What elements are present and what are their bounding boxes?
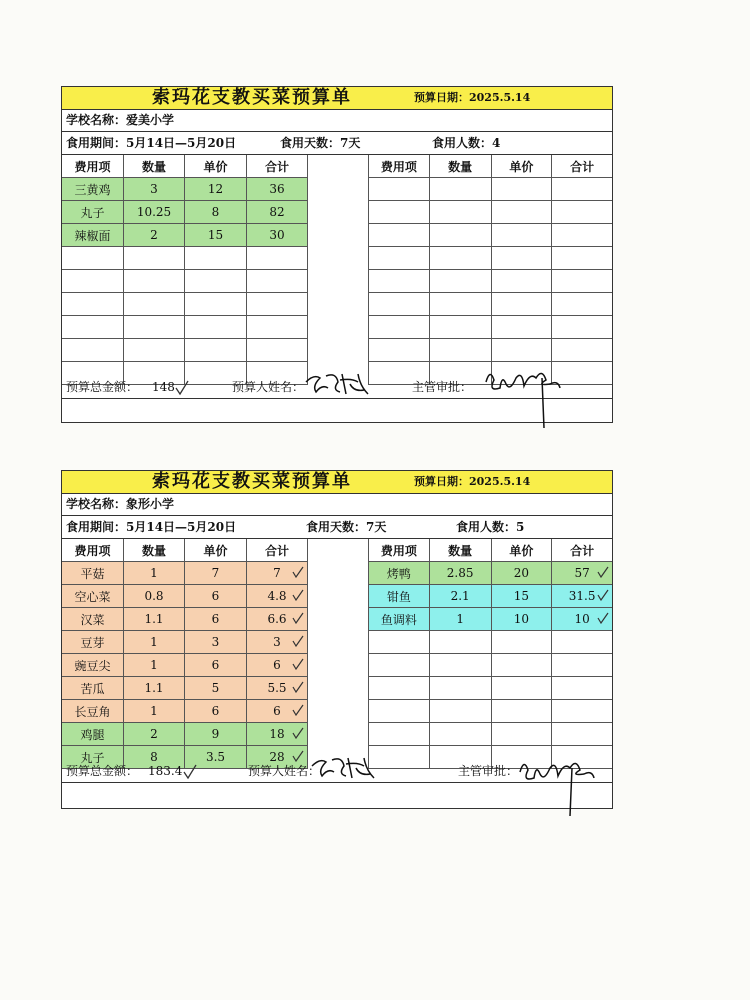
- cell-qty: 1: [429, 608, 491, 631]
- cell-total: [247, 247, 308, 270]
- cell-item: [369, 631, 430, 654]
- cell-total: 30: [247, 224, 308, 247]
- cell-item: 豆芽: [62, 631, 124, 654]
- check-mark-icon: [292, 681, 304, 693]
- meal-days: 食用天数：7天: [306, 520, 387, 534]
- meal-days: 食用天数：7天: [280, 136, 361, 150]
- cell-qty: 2.85: [429, 562, 491, 585]
- cell-qty: [429, 700, 491, 723]
- cell-total: [552, 224, 612, 247]
- empty-row: [369, 201, 613, 224]
- cell-price: 6: [185, 654, 247, 677]
- check-mark-icon: [182, 764, 198, 780]
- cell-price: [491, 631, 552, 654]
- cell-item: 苦瓜: [62, 677, 124, 700]
- cell-total: [552, 201, 612, 224]
- cell-total: [247, 293, 308, 316]
- check-mark-icon: [292, 727, 304, 739]
- cell-price: [185, 247, 247, 270]
- cell-total: 3: [247, 631, 308, 654]
- col-header-qty: 数量: [429, 539, 491, 562]
- cell-qty: 8: [124, 746, 185, 769]
- table-row: [369, 562, 613, 585]
- empty-row: [369, 631, 613, 654]
- school-name: 学校名称：象形小学: [66, 497, 175, 511]
- budget-date: 预算日期：2025.5.14: [414, 475, 531, 488]
- cell-item: [62, 270, 124, 293]
- cell-total: 6.6: [247, 608, 308, 631]
- budgeter-signature: [308, 752, 378, 784]
- cell-qty: [124, 293, 185, 316]
- cell-total: 4.8: [247, 585, 308, 608]
- empty-row: [369, 270, 613, 293]
- table-row: [62, 677, 308, 700]
- empty-row: [62, 316, 308, 339]
- cell-item: [369, 723, 430, 746]
- cell-price: [491, 270, 552, 293]
- table-header-row: [369, 539, 613, 562]
- col-header-item: 费用项: [62, 155, 124, 178]
- cell-item: 丸子: [62, 746, 124, 769]
- cell-item: 辣椒面: [62, 224, 124, 247]
- cell-price: 12: [185, 178, 247, 201]
- budget-form-2: [61, 470, 613, 809]
- empty-row: [62, 270, 308, 293]
- empty-row: [369, 316, 613, 339]
- cell-total: 5.5: [247, 677, 308, 700]
- cell-item: 长豆角: [62, 700, 124, 723]
- col-header-item: 费用项: [369, 539, 430, 562]
- cell-total: 6: [247, 654, 308, 677]
- table-row: [62, 631, 308, 654]
- cell-price: [185, 316, 247, 339]
- table-header-row: [62, 539, 308, 562]
- empty-row: [62, 247, 308, 270]
- cell-price: [185, 270, 247, 293]
- cell-total: 57: [552, 562, 612, 585]
- meal-people: 食用人数：5: [456, 520, 525, 534]
- cell-item: [62, 247, 124, 270]
- right-expense-table: [368, 539, 612, 769]
- check-mark-icon: [597, 566, 609, 578]
- table-row: [62, 585, 308, 608]
- cell-qty: [124, 270, 185, 293]
- cell-price: [491, 723, 552, 746]
- cell-price: [491, 700, 552, 723]
- check-mark-icon: [174, 380, 190, 396]
- cell-item: 钳鱼: [369, 585, 430, 608]
- cell-price: 15: [185, 224, 247, 247]
- cell-item: [369, 270, 430, 293]
- empty-row: [62, 339, 308, 362]
- cell-total: 10: [552, 608, 612, 631]
- check-mark-icon: [292, 612, 304, 624]
- cell-price: [491, 677, 552, 700]
- period-row: [62, 132, 612, 155]
- cell-qty: [429, 224, 491, 247]
- cell-item: [369, 178, 430, 201]
- col-header-qty: 数量: [124, 155, 185, 178]
- cell-qty: [429, 316, 491, 339]
- cell-qty: 1: [124, 654, 185, 677]
- col-header-total: 合计: [552, 155, 612, 178]
- cell-total: [552, 654, 612, 677]
- form-title: 索玛花支教买菜预算单: [152, 471, 352, 492]
- cell-total: 6: [247, 700, 308, 723]
- cell-item: 豌豆尖: [62, 654, 124, 677]
- cell-item: 汉菜: [62, 608, 124, 631]
- cell-item: 鱼调料: [369, 608, 430, 631]
- check-mark-icon: [597, 612, 609, 624]
- cell-price: 7: [185, 562, 247, 585]
- cell-total: [552, 723, 612, 746]
- cell-total: [552, 700, 612, 723]
- cell-price: 10: [491, 608, 552, 631]
- table-row: [369, 585, 613, 608]
- table-row: [62, 700, 308, 723]
- table-row: [369, 608, 613, 631]
- empty-row: [369, 677, 613, 700]
- check-mark-icon: [292, 704, 304, 716]
- meal-people: 食用人数：4: [432, 136, 501, 150]
- table-row: [62, 608, 308, 631]
- cell-item: [62, 316, 124, 339]
- check-mark-icon: [292, 589, 304, 601]
- cell-item: [369, 293, 430, 316]
- cell-qty: [429, 631, 491, 654]
- cell-qty: 10.25: [124, 201, 185, 224]
- col-header-price: 单价: [185, 155, 247, 178]
- budget-total-label: 预算总金额：: [66, 380, 139, 394]
- check-mark-icon: [292, 658, 304, 670]
- empty-row: [369, 654, 613, 677]
- cell-price: [491, 201, 552, 224]
- check-mark-icon: [292, 566, 304, 578]
- cell-item: 烤鸭: [369, 562, 430, 585]
- cell-total: 31.5: [552, 585, 612, 608]
- cell-total: 18: [247, 723, 308, 746]
- period-row: [62, 516, 612, 539]
- cell-price: 15: [491, 585, 552, 608]
- left-expense-table: [62, 539, 308, 769]
- cell-price: [491, 316, 552, 339]
- cell-price: 6: [185, 608, 247, 631]
- table-row: [62, 723, 308, 746]
- empty-row: [369, 178, 613, 201]
- check-mark-icon: [597, 589, 609, 601]
- col-header-total: 合计: [552, 539, 612, 562]
- cell-item: [369, 247, 430, 270]
- cell-total: 28: [247, 746, 308, 769]
- footer-row: [62, 760, 612, 783]
- empty-row: [369, 293, 613, 316]
- cell-total: [247, 316, 308, 339]
- col-header-item: 费用项: [369, 155, 430, 178]
- meal-period: 食用期间：5月14日—5月20日: [66, 520, 237, 534]
- budgeter-name-label: 预算人姓名：: [248, 764, 321, 778]
- cell-qty: [124, 247, 185, 270]
- cell-item: 空心菜: [62, 585, 124, 608]
- cell-price: 9: [185, 723, 247, 746]
- cell-total: [552, 270, 612, 293]
- approver-label: 主管审批：: [412, 380, 473, 394]
- table-row: [62, 562, 308, 585]
- col-header-qty: 数量: [124, 539, 185, 562]
- cell-price: [491, 654, 552, 677]
- cell-qty: [429, 201, 491, 224]
- cell-price: 3: [185, 631, 247, 654]
- cell-price: [185, 293, 247, 316]
- budgeter-name-label: 预算人姓名：: [232, 380, 305, 394]
- cell-qty: 3: [124, 178, 185, 201]
- empty-row: [369, 247, 613, 270]
- cell-qty: 1.1: [124, 608, 185, 631]
- cell-total: [552, 631, 612, 654]
- table-row: [62, 178, 308, 201]
- cell-item: [369, 677, 430, 700]
- col-header-total: 合计: [247, 155, 308, 178]
- school-row: [62, 493, 612, 516]
- cell-total: [247, 339, 308, 362]
- cell-total: [552, 247, 612, 270]
- col-header-item: 费用项: [62, 539, 124, 562]
- cell-qty: 0.8: [124, 585, 185, 608]
- empty-row: [369, 224, 613, 247]
- meal-period: 食用期间：5月14日—5月20日: [66, 136, 237, 150]
- cell-price: [185, 339, 247, 362]
- cell-item: 丸子: [62, 201, 124, 224]
- cell-price: [491, 224, 552, 247]
- cell-qty: [429, 178, 491, 201]
- cell-qty: [429, 677, 491, 700]
- cell-price: 8: [185, 201, 247, 224]
- cell-qty: [429, 339, 491, 362]
- cell-price: 6: [185, 585, 247, 608]
- cell-item: [62, 293, 124, 316]
- col-header-price: 单价: [491, 539, 552, 562]
- col-header-total: 合计: [247, 539, 308, 562]
- cell-total: [552, 178, 612, 201]
- budget-total-value: 148: [152, 380, 175, 394]
- left-expense-table: [62, 155, 308, 385]
- approver-label: 主管审批：: [458, 764, 519, 778]
- cell-price: [491, 339, 552, 362]
- budget-date: 预算日期：2025.5.14: [414, 91, 531, 104]
- cell-item: [369, 654, 430, 677]
- footer-row: [62, 376, 612, 399]
- title-bar: [62, 87, 612, 110]
- empty-row: [62, 293, 308, 316]
- empty-row: [369, 700, 613, 723]
- cell-qty: 1.1: [124, 677, 185, 700]
- cell-item: 鸡腿: [62, 723, 124, 746]
- col-header-qty: 数量: [429, 155, 491, 178]
- cell-total: [552, 339, 612, 362]
- cell-item: [369, 224, 430, 247]
- cell-price: 3.5: [185, 746, 247, 769]
- cell-qty: [429, 723, 491, 746]
- approver-signature: [480, 364, 570, 434]
- cell-qty: [429, 247, 491, 270]
- expense-grid: [62, 155, 612, 376]
- cell-price: [491, 247, 552, 270]
- table-row: [62, 654, 308, 677]
- cell-item: [62, 339, 124, 362]
- right-expense-table: [368, 155, 612, 385]
- cell-total: [247, 270, 308, 293]
- cell-total: [552, 293, 612, 316]
- school-name: 学校名称：爱美小学: [66, 113, 175, 127]
- cell-price: 5: [185, 677, 247, 700]
- cell-price: 6: [185, 700, 247, 723]
- budget-total-value: 183.4: [148, 764, 183, 778]
- cell-qty: [429, 270, 491, 293]
- title-bar: [62, 471, 612, 494]
- cell-qty: [429, 293, 491, 316]
- cell-qty: 2: [124, 723, 185, 746]
- empty-row: [369, 339, 613, 362]
- check-mark-icon: [292, 635, 304, 647]
- col-header-price: 单价: [491, 155, 552, 178]
- school-row: [62, 109, 612, 132]
- cell-total: [552, 677, 612, 700]
- table-row: [62, 201, 308, 224]
- cell-qty: 2.1: [429, 585, 491, 608]
- cell-qty: [124, 316, 185, 339]
- cell-qty: [429, 654, 491, 677]
- cell-item: [369, 700, 430, 723]
- approver-signature: [514, 754, 604, 822]
- cell-total: [552, 316, 612, 339]
- cell-qty: 1: [124, 631, 185, 654]
- cell-price: 20: [491, 562, 552, 585]
- cell-item: 平菇: [62, 562, 124, 585]
- budget-total-label: 预算总金额：: [66, 764, 139, 778]
- table-row: [62, 224, 308, 247]
- cell-item: 三黄鸡: [62, 178, 124, 201]
- cell-item: [369, 201, 430, 224]
- budgeter-signature: [302, 368, 372, 400]
- cell-total: 7: [247, 562, 308, 585]
- cell-qty: [124, 339, 185, 362]
- form-title: 索玛花支教买菜预算单: [152, 87, 352, 108]
- cell-qty: 1: [124, 562, 185, 585]
- cell-qty: 2: [124, 224, 185, 247]
- col-header-price: 单价: [185, 539, 247, 562]
- cell-total: 82: [247, 201, 308, 224]
- cell-qty: 1: [124, 700, 185, 723]
- cell-item: [369, 316, 430, 339]
- cell-item: [369, 339, 430, 362]
- empty-row: [369, 723, 613, 746]
- cell-price: [491, 178, 552, 201]
- table-header-row: [62, 155, 308, 178]
- cell-price: [491, 293, 552, 316]
- expense-grid: [62, 539, 612, 765]
- cell-total: 36: [247, 178, 308, 201]
- budget-form-1: [61, 86, 613, 423]
- table-header-row: [369, 155, 613, 178]
